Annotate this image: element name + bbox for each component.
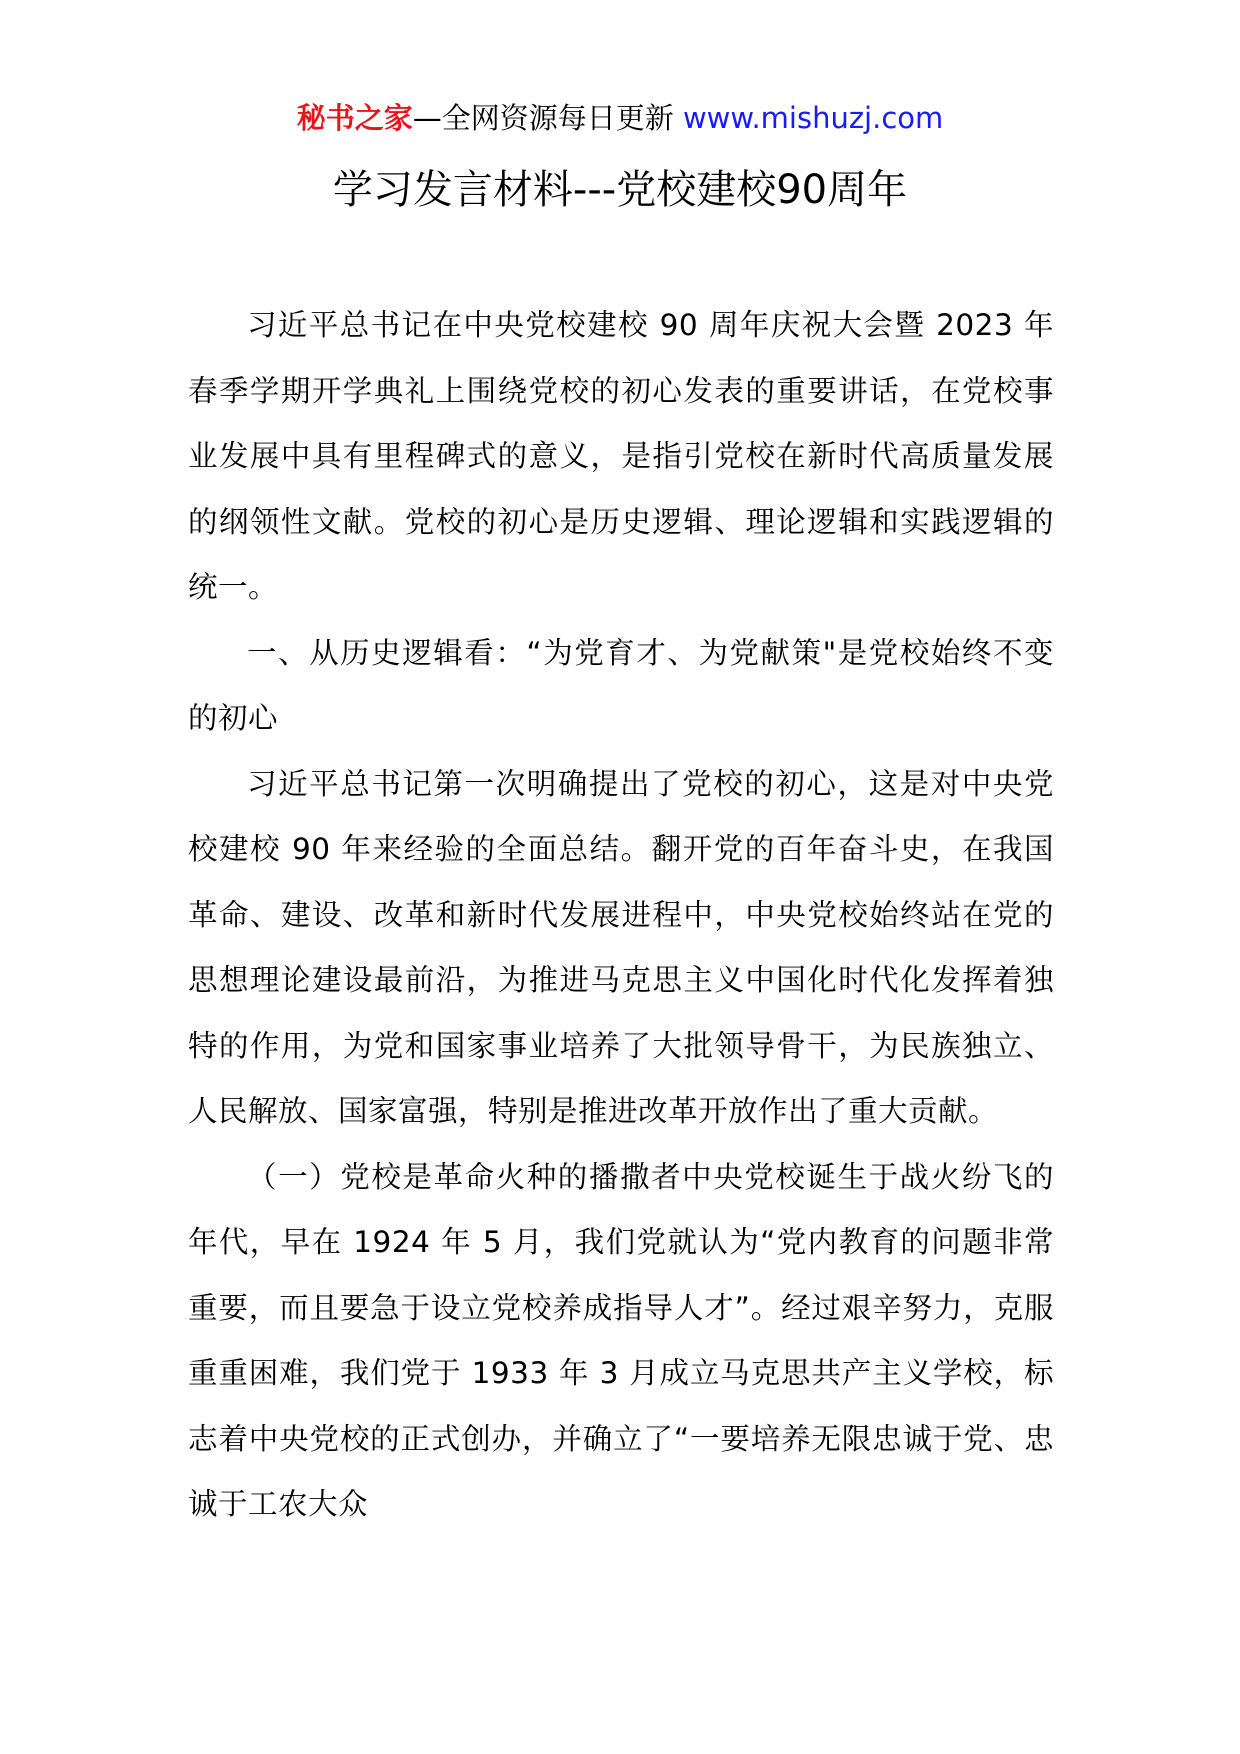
brand-name: 秘书之家 bbox=[296, 101, 413, 135]
paragraph-subsection-1: （一）党校是革命火种的播撒者中央党校诞生于战火纷飞的年代，早在 1924 年 5 月，我们党就认为“党内教育的问题非常重要，而且要急于设立党校养成指导人才”。经过艰辛努力，克服重重困难，我们党于 1933 年 3 月成立马克思共产主义学校，标志着中央党校的正式创办，并确立了“一要培养无限忠诚于党、忠诚于工农大众 bbox=[188, 1159, 1054, 1521]
header-tagline: —全网资源每日更新 bbox=[412, 101, 683, 135]
site-header bbox=[0, 98, 1240, 138]
document-body bbox=[188, 293, 1054, 1538]
document-title: 学习发言材料---党校建校90周年 bbox=[332, 167, 908, 213]
section-heading-1: 一、从历史逻辑看：“为党育才、为党献策"是党校始终不变的初心 bbox=[188, 635, 1054, 735]
paragraph-intro: 习近平总书记在中央党校建校 90 周年庆祝大会暨 2023 年春季学期开学典礼上围绕党校的初心发表的重要讲话，在党校事业发展中具有里程碑式的意义，是指引党校在新时代高质量发展的纲领性文献。党校的初心是历史逻辑、理论逻辑和实践逻辑的统一。 bbox=[188, 308, 1054, 604]
site-url-link[interactable]: www.mishuzj.com bbox=[682, 101, 944, 135]
paragraph-history-summary: 习近平总书记第一次明确提出了党校的初心，这是对中央党校建校 90 年来经验的全面总结。翻开党的百年奋斗史，在我国革命、建设、改革和新时代发展进程中，中央党校始终站在党的思想理论建设最前沿，为推进马克思主义中国化时代化发挥着独特的作用，为党和国家事业培养了大批领导骨干，为民族独立、人民解放、国家富强，特别是推进改革开放作出了重大贡献。 bbox=[188, 766, 1054, 1128]
